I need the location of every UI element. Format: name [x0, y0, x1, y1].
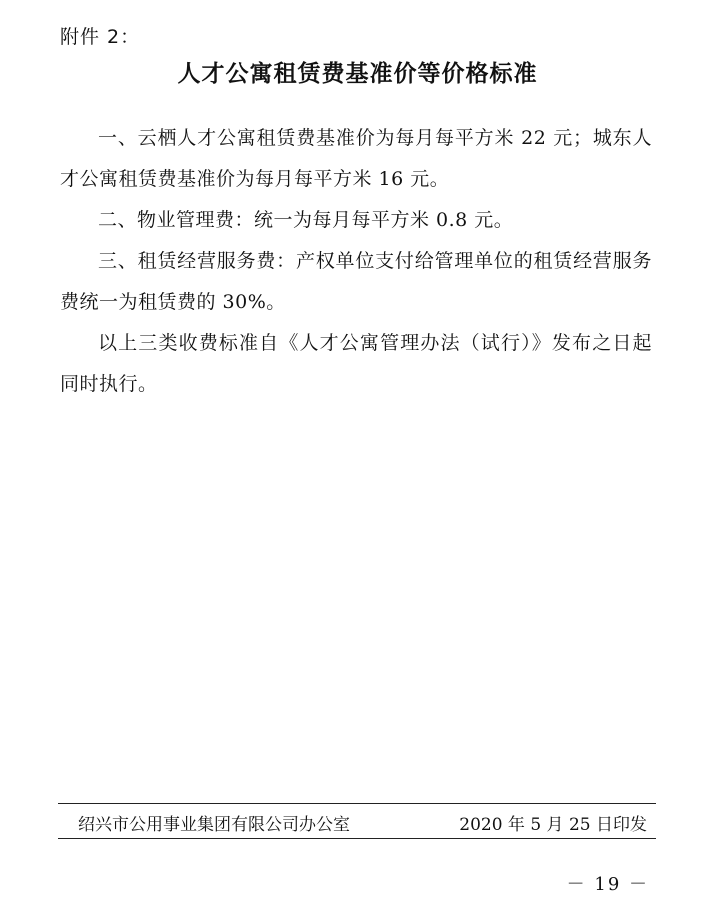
paragraph-service-fee: 三、租赁经营服务费：产权单位支付给管理单位的租赁经营服务费统一为租赁费的 30%。 [60, 250, 652, 313]
page-number: － 19 － [566, 874, 649, 895]
paragraph-rent-base-price: 一、云栖人才公寓租赁费基准价为每月每平方米 22 元；城东人才公寓租赁费基准价为每月每平方米 16 元。 [60, 127, 652, 190]
paragraph-effective-date: 以上三类收费标准自《人才公寓管理办法（试行）》发布之日起同时执行。 [60, 332, 652, 395]
footer-organization: 绍兴市公用事业集团有限公司办公室 [78, 815, 350, 835]
paragraph-property-fee: 二、物业管理费：统一为每月每平方米 0.8 元。 [98, 209, 514, 231]
attachment-label: 附件 2： [60, 26, 141, 48]
document-body [60, 118, 652, 405]
document-title: 人才公寓租赁费基准价等价格标准 [177, 61, 538, 87]
footer-divider-bottom [58, 838, 656, 839]
footer-divider-top [58, 803, 656, 804]
footer-print-date: 2020 年 5 月 25 日印发 [459, 815, 647, 835]
